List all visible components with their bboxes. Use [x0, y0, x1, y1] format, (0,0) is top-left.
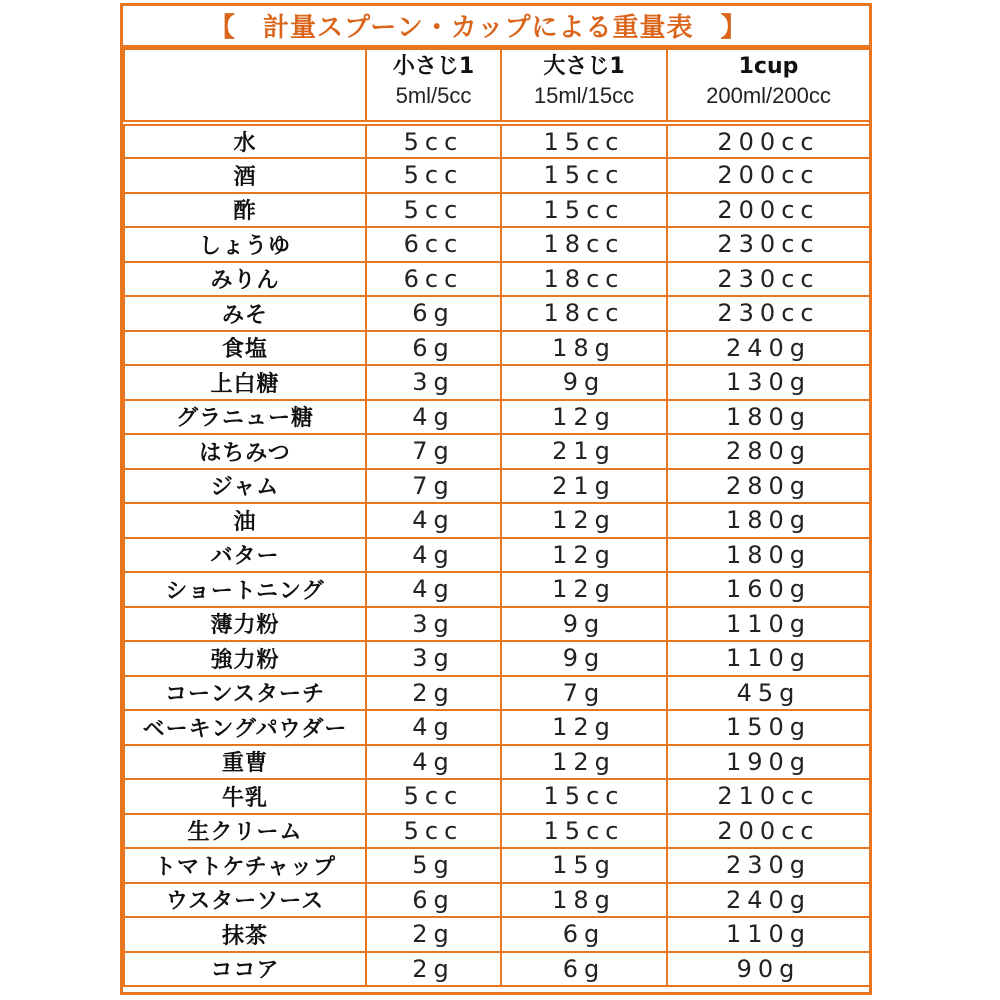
tablespoon-value: 15g	[501, 848, 667, 883]
header-teaspoon	[366, 49, 501, 123]
cup-value: 280g	[667, 469, 870, 504]
teaspoon-value: 6g	[366, 331, 501, 366]
ingredient-name: ショートニング	[124, 572, 366, 607]
table-row	[124, 158, 870, 193]
ingredient-name: 上白糖	[124, 365, 366, 400]
table-row	[124, 710, 870, 745]
tablespoon-value: 9g	[501, 607, 667, 642]
tablespoon-value: 18g	[501, 883, 667, 918]
ingredient-name: はちみつ	[124, 434, 366, 469]
table-row	[124, 296, 870, 331]
cup-value: 200cc	[667, 814, 870, 849]
ingredient-name: ベーキングパウダー	[124, 710, 366, 745]
table-row	[124, 814, 870, 849]
header-ingredient	[124, 49, 366, 123]
teaspoon-value: 4g	[366, 745, 501, 780]
tablespoon-value: 18cc	[501, 227, 667, 262]
ingredient-name: 酒	[124, 158, 366, 193]
teaspoon-value: 3g	[366, 641, 501, 676]
cup-value: 110g	[667, 607, 870, 642]
tablespoon-value: 12g	[501, 503, 667, 538]
tablespoon-value: 21g	[501, 469, 667, 504]
cup-value: 110g	[667, 641, 870, 676]
header-cup-label: 1cup	[738, 54, 799, 79]
tablespoon-value: 18g	[501, 331, 667, 366]
ingredient-name: 食塩	[124, 331, 366, 366]
table-row	[124, 538, 870, 573]
table-row	[124, 952, 870, 987]
ingredient-name: 抹茶	[124, 917, 366, 952]
teaspoon-value: 6g	[366, 883, 501, 918]
cup-value: 130g	[667, 365, 870, 400]
ingredient-name: 牛乳	[124, 779, 366, 814]
table-row	[124, 607, 870, 642]
table-row	[124, 641, 870, 676]
ingredient-name: 薄力粉	[124, 607, 366, 642]
table-row	[124, 193, 870, 228]
tablespoon-value: 9g	[501, 641, 667, 676]
tablespoon-value: 15cc	[501, 158, 667, 193]
tablespoon-value: 12g	[501, 745, 667, 780]
cup-value: 200cc	[667, 158, 870, 193]
table-row	[124, 848, 870, 883]
teaspoon-value: 6g	[366, 296, 501, 331]
table-row	[124, 883, 870, 918]
ingredient-name: ココア	[124, 952, 366, 987]
cup-value: 45g	[667, 676, 870, 711]
teaspoon-value: 4g	[366, 503, 501, 538]
table-row	[124, 227, 870, 262]
table-row	[124, 917, 870, 952]
table-row	[124, 365, 870, 400]
header-cup-volume: 200ml/200cc	[706, 83, 831, 108]
table-row	[124, 262, 870, 297]
cup-value: 240g	[667, 883, 870, 918]
header-row	[124, 49, 870, 123]
teaspoon-value: 2g	[366, 676, 501, 711]
table-row	[124, 123, 870, 158]
ingredient-name: トマトケチャップ	[124, 848, 366, 883]
tablespoon-value: 12g	[501, 538, 667, 573]
ingredient-name: ジャム	[124, 469, 366, 504]
tablespoon-value: 15cc	[501, 779, 667, 814]
tablespoon-value: 18cc	[501, 262, 667, 297]
teaspoon-value: 2g	[366, 952, 501, 987]
teaspoon-value: 7g	[366, 434, 501, 469]
cup-value: 230cc	[667, 296, 870, 331]
teaspoon-value: 5cc	[366, 814, 501, 849]
cup-value: 230cc	[667, 262, 870, 297]
cup-value: 180g	[667, 538, 870, 573]
header-tablespoon-label: 大さじ1	[543, 54, 625, 79]
table-title: 【 計量スプーン・カップによる重量表 】	[123, 6, 869, 48]
teaspoon-value: 6cc	[366, 227, 501, 262]
cup-value: 240g	[667, 331, 870, 366]
table-row	[124, 572, 870, 607]
ingredient-name: グラニュー糖	[124, 400, 366, 435]
cup-value: 110g	[667, 917, 870, 952]
tablespoon-value: 15cc	[501, 123, 667, 158]
ingredient-name: 油	[124, 503, 366, 538]
cup-value: 180g	[667, 400, 870, 435]
ingredient-name: 強力粉	[124, 641, 366, 676]
ingredient-name: コーンスターチ	[124, 676, 366, 711]
weight-table-sheet	[120, 3, 872, 995]
ingredient-name: ウスターソース	[124, 883, 366, 918]
cup-value: 190g	[667, 745, 870, 780]
teaspoon-value: 2g	[366, 917, 501, 952]
tablespoon-value: 12g	[501, 572, 667, 607]
ingredient-name: みりん	[124, 262, 366, 297]
ingredient-name: 水	[124, 123, 366, 158]
cup-value: 200cc	[667, 193, 870, 228]
teaspoon-value: 7g	[366, 469, 501, 504]
teaspoon-value: 4g	[366, 538, 501, 573]
teaspoon-value: 3g	[366, 607, 501, 642]
table-row	[124, 469, 870, 504]
teaspoon-value: 5cc	[366, 779, 501, 814]
teaspoon-value: 5cc	[366, 123, 501, 158]
ingredient-name: バター	[124, 538, 366, 573]
tablespoon-value: 6g	[501, 952, 667, 987]
tablespoon-value: 21g	[501, 434, 667, 469]
cup-value: 160g	[667, 572, 870, 607]
tablespoon-value: 9g	[501, 365, 667, 400]
cup-value: 90g	[667, 952, 870, 987]
ingredient-name: しょうゆ	[124, 227, 366, 262]
table-row	[124, 779, 870, 814]
tablespoon-value: 12g	[501, 400, 667, 435]
teaspoon-value: 4g	[366, 400, 501, 435]
ingredient-name: 酢	[124, 193, 366, 228]
teaspoon-value: 5cc	[366, 158, 501, 193]
ingredient-name: 重曹	[124, 745, 366, 780]
tablespoon-value: 18cc	[501, 296, 667, 331]
header-tablespoon	[501, 49, 667, 123]
cup-value: 210cc	[667, 779, 870, 814]
tablespoon-value: 12g	[501, 710, 667, 745]
header-teaspoon-label: 小さじ1	[392, 54, 475, 79]
table-row	[124, 400, 870, 435]
cup-value: 230cc	[667, 227, 870, 262]
table-row	[124, 331, 870, 366]
header-teaspoon-volume: 5ml/5cc	[395, 83, 472, 108]
weight-table	[123, 48, 871, 987]
ingredient-name: 生クリーム	[124, 814, 366, 849]
table-row	[124, 745, 870, 780]
table-row	[124, 434, 870, 469]
table-row	[124, 676, 870, 711]
tablespoon-value: 7g	[501, 676, 667, 711]
teaspoon-value: 5g	[366, 848, 501, 883]
cup-value: 200cc	[667, 123, 870, 158]
teaspoon-value: 3g	[366, 365, 501, 400]
ingredient-name: みそ	[124, 296, 366, 331]
cup-value: 150g	[667, 710, 870, 745]
teaspoon-value: 4g	[366, 710, 501, 745]
tablespoon-value: 15cc	[501, 814, 667, 849]
cup-value: 180g	[667, 503, 870, 538]
tablespoon-value: 15cc	[501, 193, 667, 228]
cup-value: 280g	[667, 434, 870, 469]
table-row	[124, 503, 870, 538]
tablespoon-value: 6g	[501, 917, 667, 952]
cup-value: 230g	[667, 848, 870, 883]
teaspoon-value: 5cc	[366, 193, 501, 228]
header-cup	[667, 49, 870, 123]
teaspoon-value: 6cc	[366, 262, 501, 297]
teaspoon-value: 4g	[366, 572, 501, 607]
header-tablespoon-volume: 15ml/15cc	[533, 83, 635, 108]
